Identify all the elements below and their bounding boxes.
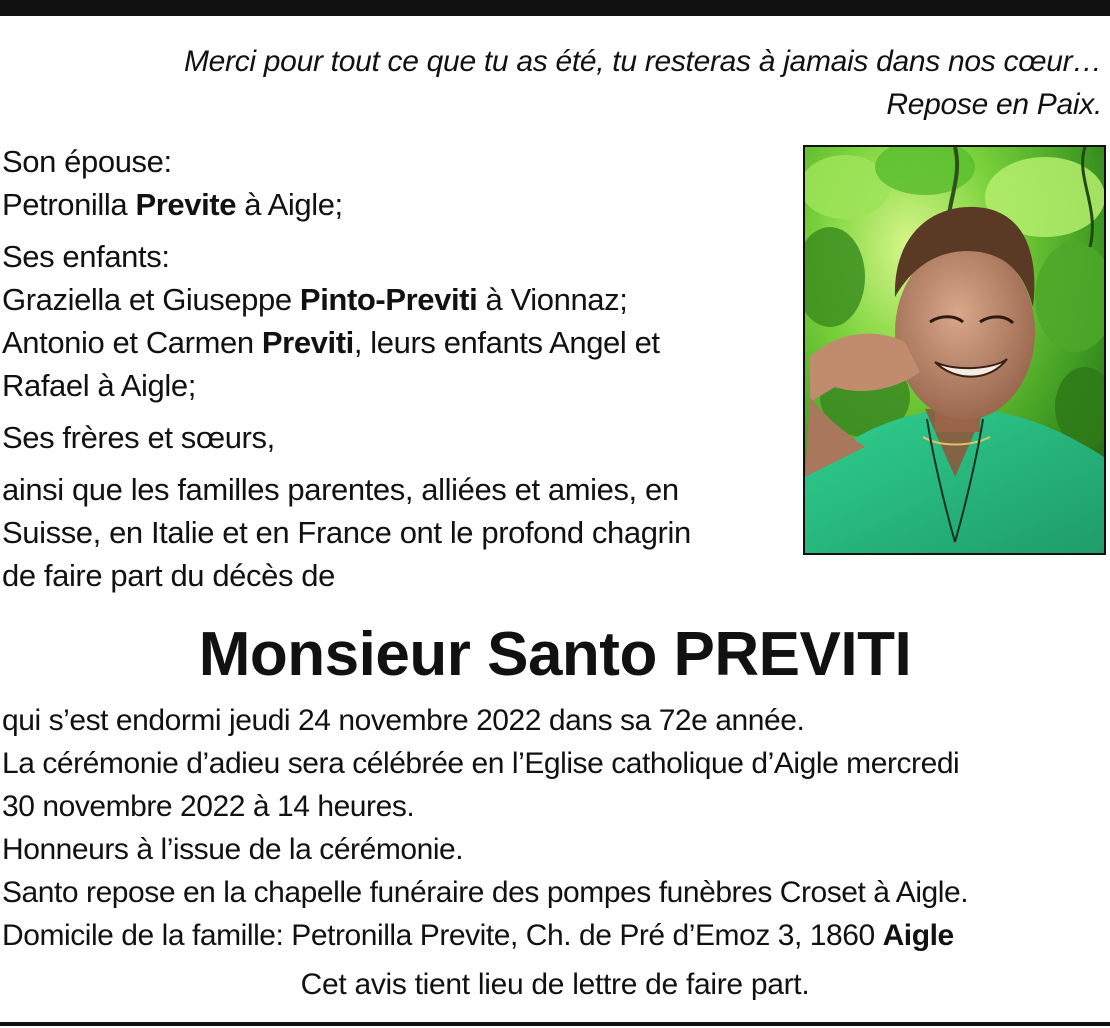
spouse-heading: Son épouse: [2, 144, 172, 179]
spouse-entry [2, 183, 782, 226]
details-line-6 [2, 914, 1108, 957]
child2-first-names: Antonio et Carmen [2, 325, 262, 360]
relatives-block [2, 468, 782, 597]
domicile-city: Aigle [882, 919, 954, 952]
family-announcement [2, 140, 782, 606]
child2-rest: , leurs enfants Angel et [353, 325, 660, 360]
spouse-block [2, 140, 782, 226]
details-line-1: qui s’est endormi jeudi 24 novembre 2022 dans sa 72e année. [2, 704, 805, 737]
ceremony-details [2, 699, 1108, 957]
top-rule [0, 0, 1110, 16]
motto-quote [2, 40, 1102, 126]
spouse-last-name: Previte [135, 187, 237, 222]
child1-first-names: Graziella et Giuseppe [2, 282, 300, 317]
portrait-photo [803, 145, 1106, 555]
children-block [2, 235, 782, 407]
portrait-illustration [805, 147, 1104, 553]
spouse-place: à Aigle; [236, 187, 343, 222]
footer-note: Cet avis tient lieu de lettre de faire part. [300, 968, 810, 1001]
siblings-block [2, 416, 782, 459]
child1-last-name: Pinto-Previti [299, 282, 478, 317]
relatives-line-2: Suisse, en Italie et en France ont le profond chagrin [2, 515, 691, 550]
child-entry-1 [2, 278, 782, 321]
children-heading: Ses enfants: [2, 239, 170, 274]
domicile-address: Domicile de la famille: Petronilla Previte, Ch. de Pré d’Emoz 3, 1860 [2, 919, 883, 952]
child1-place: à Vionnaz; [477, 282, 628, 317]
siblings-line: Ses frères et sœurs, [2, 420, 275, 455]
spouse-first-name: Petronilla [2, 187, 136, 222]
relatives-line-1: ainsi que les familles parentes, alliées et amies, en [2, 472, 679, 507]
motto-line-2: Repose en Paix. [886, 88, 1102, 121]
bottom-rule [0, 1022, 1110, 1026]
child2-last-name: Previti [261, 325, 354, 360]
child-entry-2-continued: Rafael à Aigle; [2, 368, 196, 403]
relatives-line-3: de faire part du décès de [2, 558, 335, 593]
motto-line-1: Merci pour tout ce que tu as été, tu resteras à jamais dans nos cœur… [183, 45, 1102, 78]
deceased-name: Monsieur Santo PREVITI [198, 620, 912, 689]
details-line-5: Santo repose en la chapelle funéraire des pompes funèbres Croset à Aigle. [2, 876, 969, 909]
details-line-3: 30 novembre 2022 à 14 heures. [2, 790, 415, 823]
details-line-2: La cérémonie d’adieu sera célébrée en l’Eglise catholique d’Aigle mercredi [2, 747, 960, 780]
child-entry-2 [2, 321, 782, 364]
details-line-4: Honneurs à l’issue de la cérémonie. [2, 833, 464, 866]
